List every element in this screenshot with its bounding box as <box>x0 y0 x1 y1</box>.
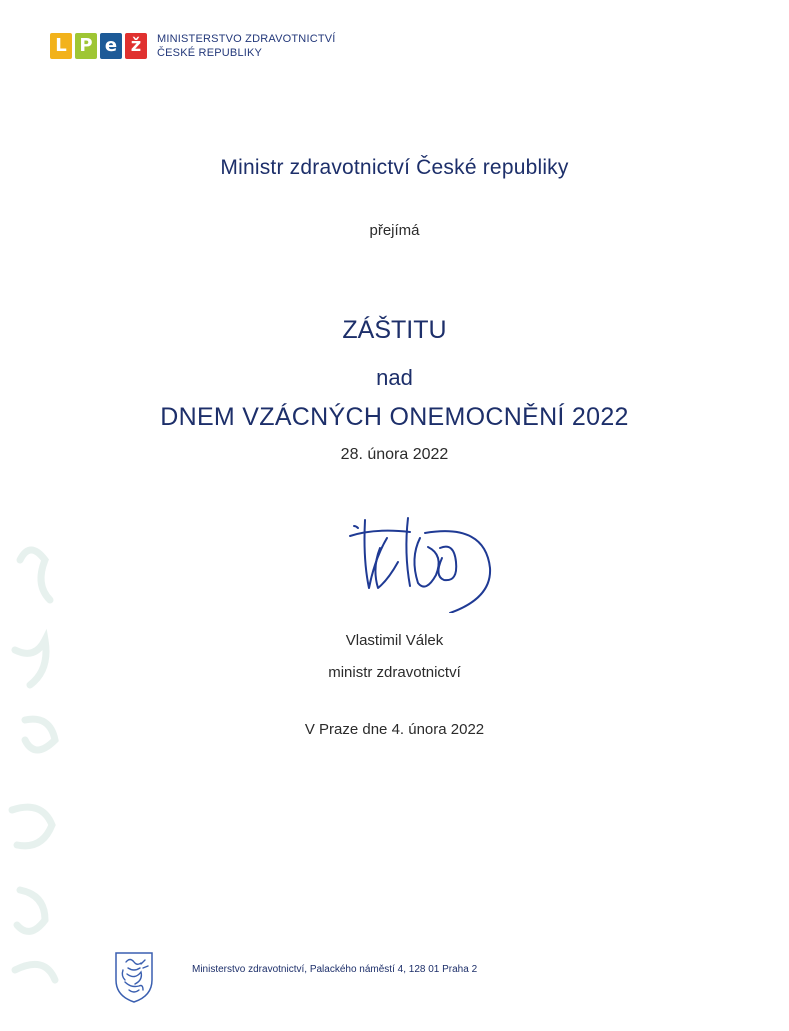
event-title: DNEM VZÁCNÝCH ONEMOCNĚNÍ 2022 <box>160 403 629 431</box>
footer-address: Ministerstvo zdravotnictví, Palackého náměstí 4, 128 01 Praha 2 <box>192 964 478 975</box>
minister-title: Ministr zdravotnictví České republiky <box>220 156 569 179</box>
logo-text <box>157 32 336 60</box>
over-text: nad <box>376 365 413 390</box>
ministry-logo <box>50 30 336 62</box>
signatory-name: Vlastimil Válek <box>345 632 444 649</box>
watermark-icon <box>0 520 80 1020</box>
verb-text: přejímá <box>369 222 420 239</box>
signatory-role: ministr zdravotnictví <box>328 664 461 681</box>
logo-line-2: ČESKÉ REPUBLIKY <box>157 47 263 59</box>
event-date: 28. února 2022 <box>340 446 449 463</box>
coat-of-arms-icon <box>113 950 155 1005</box>
patronage-heading: ZÁŠTITU <box>342 316 447 344</box>
logo-mark-icon: L P e ž <box>50 33 147 59</box>
place-date: V Praze dne 4. února 2022 <box>304 721 485 738</box>
signature-icon <box>330 508 500 613</box>
logo-line-1: MINISTERSTVO ZDRAVOTNICTVÍ <box>157 33 336 45</box>
